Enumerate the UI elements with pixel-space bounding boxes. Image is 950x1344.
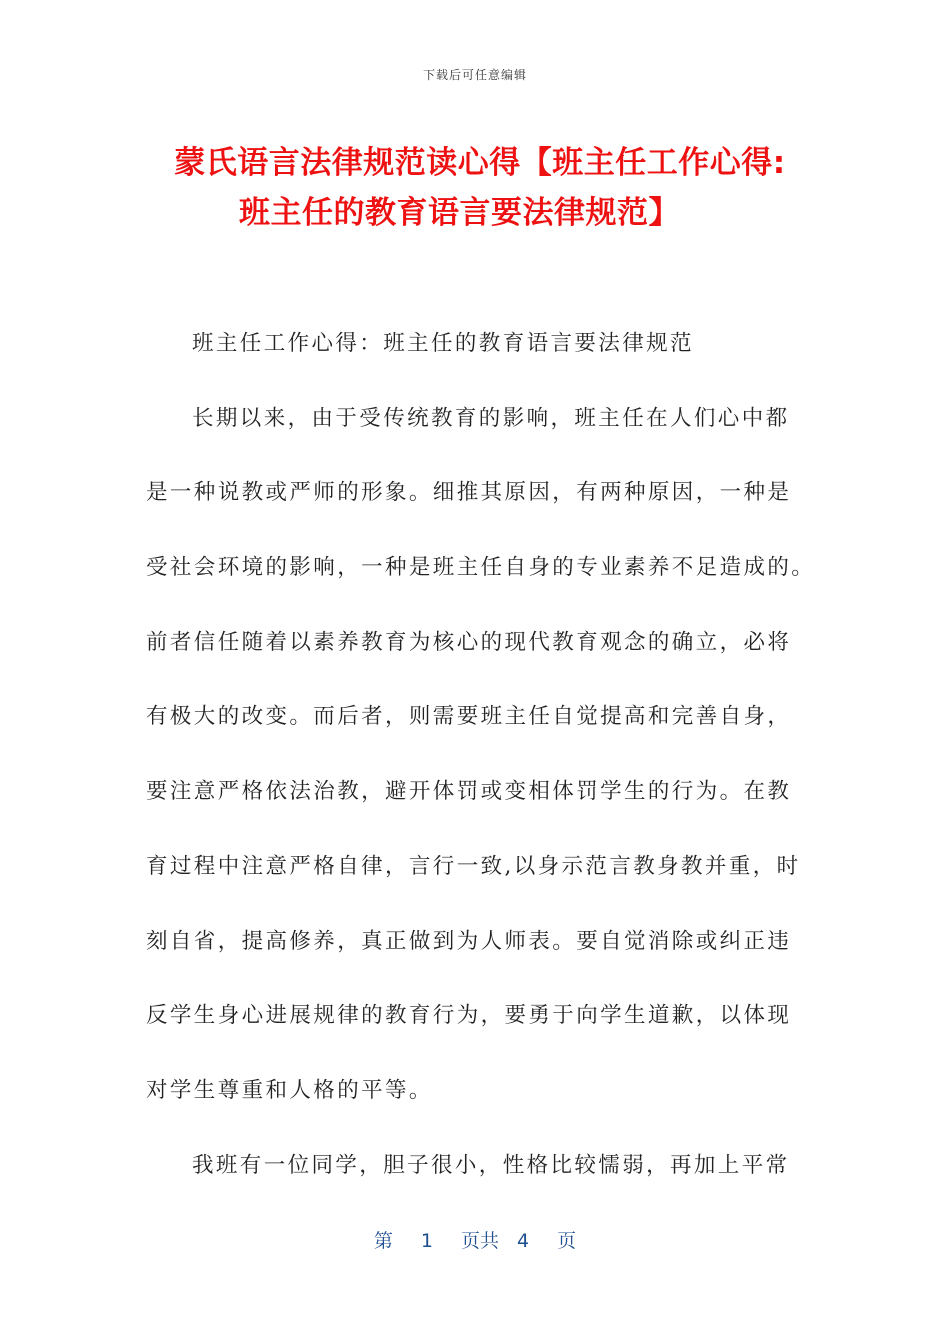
body-line: 要注意严格依法治教，避开体罚或变相体罚学生的行为。在教 bbox=[146, 779, 792, 805]
body-line: 受社会环境的影响，一种是班主任自身的专业素养不足造成的。 bbox=[146, 555, 816, 581]
body-line: 反学生身心进展规律的教育行为，要勇于向学生道歉，以体现 bbox=[146, 1003, 792, 1029]
body-line: 有极大的改变。而后者，则需要班主任自觉提高和完善自身， bbox=[146, 704, 792, 730]
document-title bbox=[140, 138, 820, 238]
body-line: 育过程中注意严格自律，言行一致,以身示范言教身教并重，时 bbox=[146, 853, 801, 879]
page-label-mid: 页共 bbox=[460, 1230, 499, 1252]
body-line: 刻自省，提高修养，真正做到为人师表。要自觉消除或纠正违 bbox=[146, 928, 792, 954]
document-body bbox=[146, 319, 816, 1215]
body-line: 长期以来，由于受传统教育的影响，班主任在人们心中都 bbox=[192, 405, 790, 431]
current-page-number: 1 bbox=[420, 1230, 433, 1252]
document-title-line-1: 蒙氏语言法律规范读心得【班主任工作心得: bbox=[174, 145, 786, 181]
page-label-suffix: 页 bbox=[557, 1230, 577, 1252]
total-page-count: 4 bbox=[517, 1230, 530, 1252]
header-note: 下载后可任意编辑 bbox=[422, 68, 527, 82]
body-line: 前者信任随着以素养教育为核心的现代教育观念的确立，必将 bbox=[146, 629, 792, 655]
page-number-footer bbox=[0, 1226, 950, 1253]
body-line: 班主任工作心得：班主任的教育语言要法律规范 bbox=[192, 331, 694, 356]
body-line: 是一种说教或严师的形象。细推其原因，有两种原因，一种是 bbox=[146, 480, 792, 506]
body-line: 对学生尊重和人格的平等。 bbox=[146, 1077, 433, 1103]
body-line: 我班有一位同学，胆子很小，性格比较懦弱，再加上平常 bbox=[192, 1152, 790, 1178]
page-label-prefix: 第 bbox=[373, 1230, 393, 1252]
document-title-line-2: 班主任的教育语言要法律规范】 bbox=[239, 195, 680, 231]
